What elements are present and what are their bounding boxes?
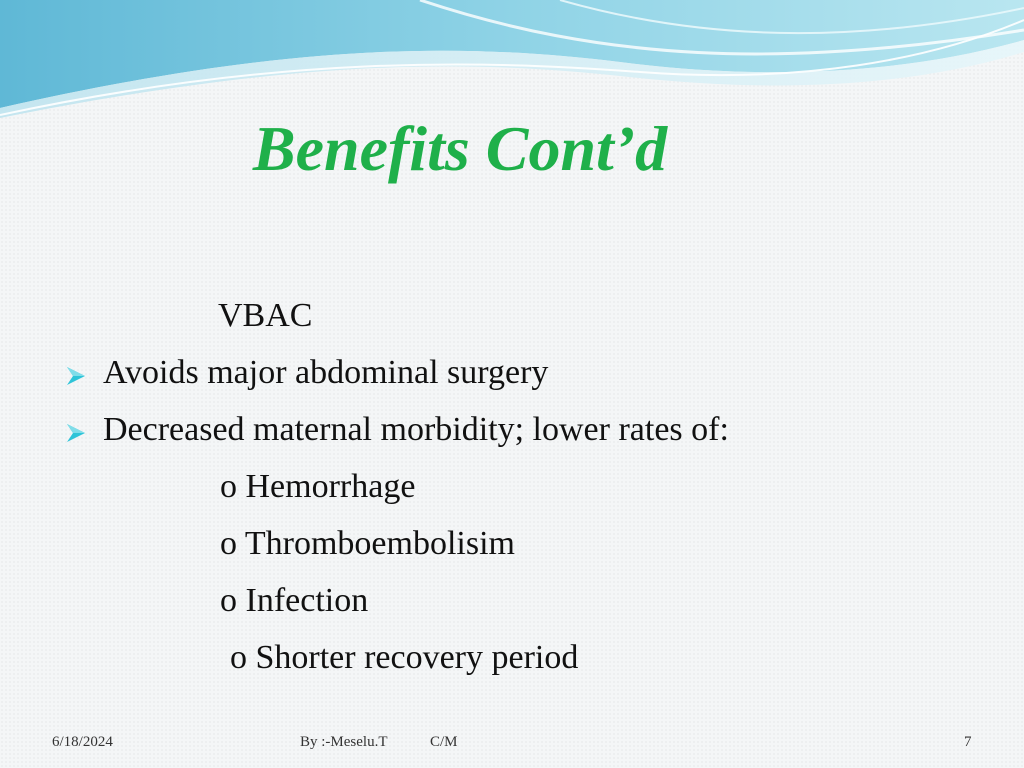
subheading-vbac: VBAC (218, 297, 313, 334)
footer-author: By :-Meselu.T (300, 734, 388, 750)
arrow-bullet-icon (64, 421, 88, 445)
sub-item: o Shorter recovery period (230, 639, 579, 676)
footer-dept: C/M (430, 734, 458, 750)
slide-number: 7 (964, 734, 972, 750)
bullet-item: Avoids major abdominal surgery (103, 354, 549, 391)
header-wave-decoration (0, 0, 1024, 130)
sub-item: o Hemorrhage (220, 468, 416, 505)
sub-item: o Infection (220, 582, 369, 619)
slide-title: Benefits Cont’d (252, 113, 668, 184)
footer-date: 6/18/2024 (52, 734, 113, 750)
bullet-item: Decreased maternal morbidity; lower rates of: (103, 411, 729, 448)
sub-item: o Thromboembolisim (220, 525, 515, 562)
arrow-bullet-icon (64, 364, 88, 388)
